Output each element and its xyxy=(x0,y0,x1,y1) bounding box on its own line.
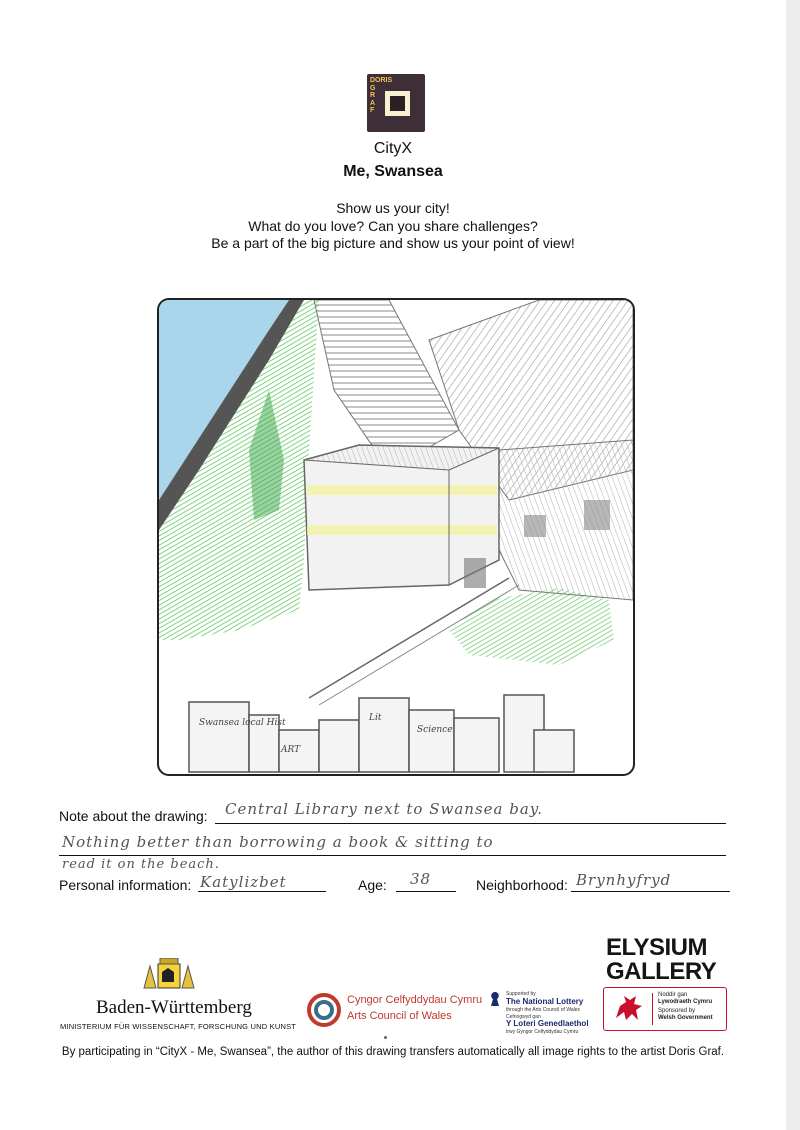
note-underline xyxy=(59,855,726,856)
personal-value: Katylizbet xyxy=(200,873,287,891)
wg-welsh-gov: Welsh Government xyxy=(658,1015,713,1021)
logo-letter: DORIS xyxy=(370,77,393,84)
window-shape xyxy=(584,500,610,530)
library-stripe xyxy=(307,525,497,535)
intro-text xyxy=(0,200,786,253)
logo-letter: G xyxy=(370,84,376,92)
lottery-cefnogwyd: Cefnogwyd gan xyxy=(506,1014,541,1020)
page-subtitle: Me, Swansea xyxy=(343,163,443,180)
bookshelf-buildings xyxy=(189,695,574,772)
sign-label: Swansea local Hist xyxy=(199,718,286,728)
drawing-frame xyxy=(157,298,635,776)
logo-letter: A xyxy=(370,99,376,107)
wg-llyw: Lywodraeth Cymru xyxy=(658,999,713,1005)
library-door xyxy=(464,558,486,588)
gallery-line: GALLERY xyxy=(606,958,717,985)
arts-council-wales-icon xyxy=(306,992,342,1028)
wg-sponsored: Sponsored by xyxy=(658,1008,696,1014)
age-value: 38 xyxy=(410,870,432,888)
divider-dot xyxy=(384,1036,387,1039)
staircase-shape xyxy=(314,300,459,470)
sign-label: Lit xyxy=(369,713,382,723)
scan-edge xyxy=(786,0,800,1130)
library-stripe xyxy=(307,485,497,495)
neighborhood-underline xyxy=(571,891,730,892)
sign-label: ART xyxy=(281,745,301,755)
welsh-dragon-icon xyxy=(612,992,646,1024)
baden-wurttemberg-crest-icon xyxy=(140,958,198,992)
age-label: Age: xyxy=(358,877,387,893)
elysium-gallery-logo xyxy=(606,936,716,984)
sign-label: Science xyxy=(417,725,453,735)
note-line-3: read it on the beach. xyxy=(62,857,220,872)
logo-letters xyxy=(370,77,393,115)
window-shape xyxy=(524,515,546,537)
rights-footer: By participating in “CityX - Me, Swansea”, the author of this drawing transfers automatically all image rights to the artist Doris Graf. xyxy=(61,1046,725,1058)
lottery-name: The National Lottery xyxy=(506,997,584,1006)
personal-label: Personal information: xyxy=(59,877,192,893)
lottery-trwy: trwy Gyngor Celfyddydau Cymru xyxy=(506,1029,579,1035)
age-underline xyxy=(396,891,456,892)
personal-underline xyxy=(198,891,326,892)
note-label: Note about the drawing: xyxy=(59,808,208,824)
note-line-2: Nothing better than borrowing a book & sitting to xyxy=(62,833,494,851)
page-title: CityX xyxy=(373,140,413,157)
lottery-welsh-name: Y Loteri Genedlaethol xyxy=(506,1019,589,1028)
pencil-drawing xyxy=(159,300,633,774)
logo-letter: F xyxy=(370,107,375,114)
right-building xyxy=(499,440,633,600)
lottery-supported: Supported by xyxy=(506,991,536,997)
neighborhood-value: Brynhyfryd xyxy=(576,871,672,889)
intro-line: Be a part of the big picture and show us your point of view! xyxy=(211,235,575,251)
bw-ministry: MINISTERIUM FÜR WISSENSCHAFT, FORSCHUNG UND KUNST xyxy=(60,1022,297,1031)
acw-english-name: Arts Council of Wales xyxy=(347,1010,452,1022)
wg-noddir: Noddir gan xyxy=(658,992,688,998)
welsh-government-logo xyxy=(603,987,727,1031)
note-underline xyxy=(215,823,726,824)
logo-letter: R xyxy=(370,92,376,99)
bw-name: Baden-Württemberg xyxy=(96,997,252,1018)
neighborhood-label: Neighborhood: xyxy=(476,877,568,893)
lottery-through: through the Arts Council of Wales xyxy=(506,1007,581,1013)
acw-welsh-name: Cyngor Celfyddydau Cymru xyxy=(347,994,483,1006)
intro-line: What do you love? Can you share challenges? xyxy=(248,217,538,234)
national-lottery-icon xyxy=(488,991,502,1007)
gallery-line: ELYSIUM xyxy=(606,934,707,961)
intro-line: Show us your city! xyxy=(336,200,450,216)
note-line-1: Central Library next to Swansea bay. xyxy=(225,800,544,818)
logo-square-icon xyxy=(385,91,410,116)
doris-graf-logo xyxy=(367,74,425,132)
